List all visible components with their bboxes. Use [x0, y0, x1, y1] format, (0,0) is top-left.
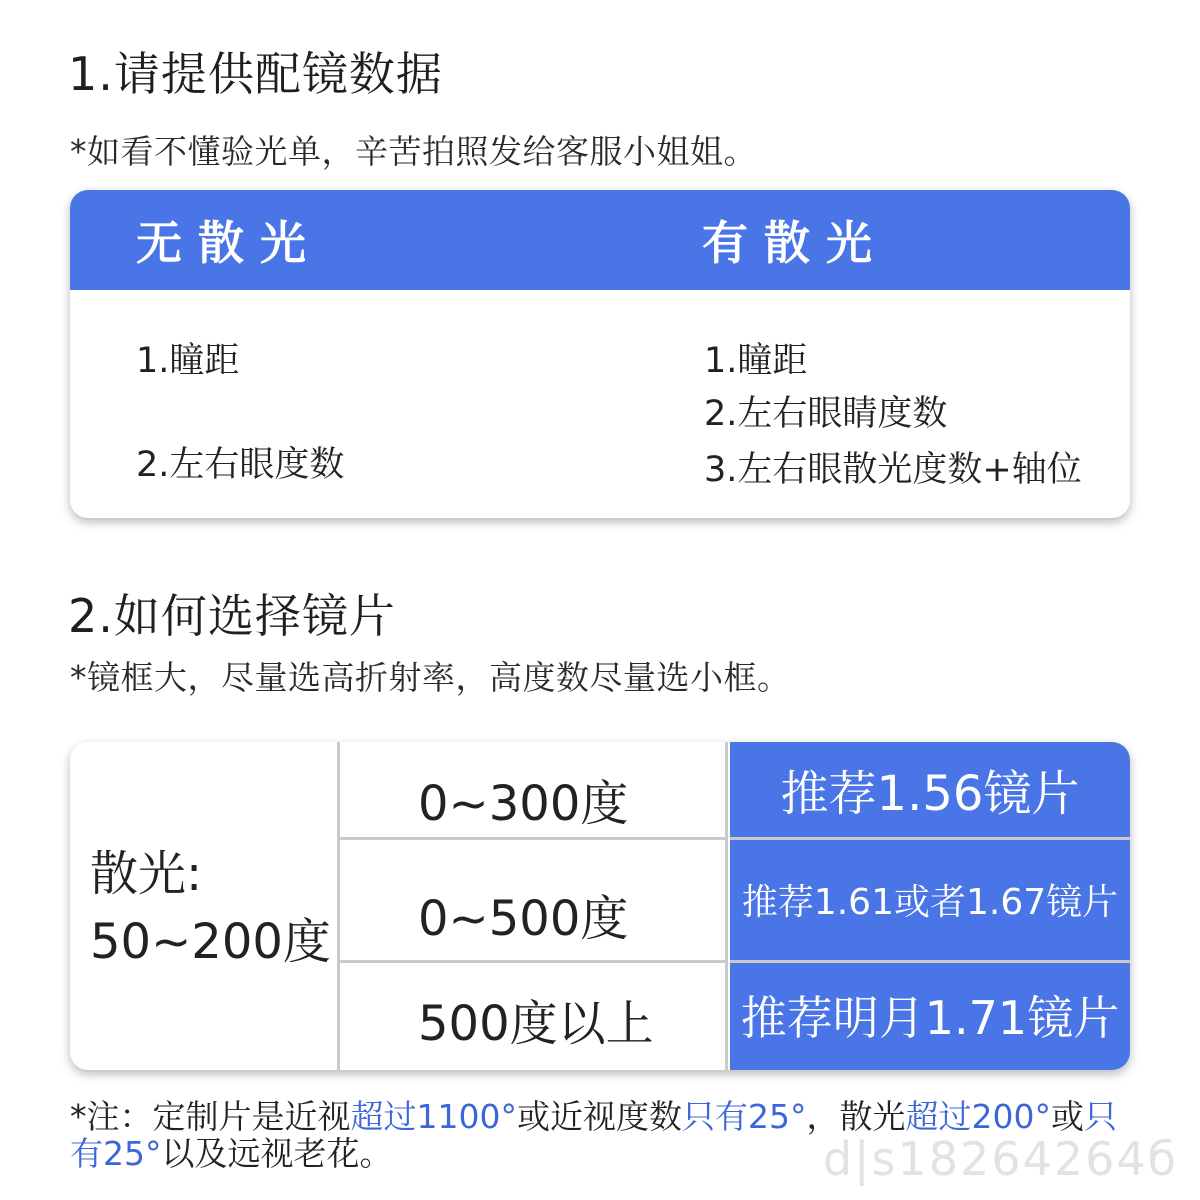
note-text: 以及远视老花。 [161, 1134, 393, 1173]
lens-selection-card [70, 742, 1130, 1070]
note-highlight: 只有25° [70, 1097, 1117, 1173]
note-text: *注：定制片是近视 [70, 1097, 351, 1136]
table-row [340, 742, 725, 840]
right-item-degree: 2.左右眼睛度数 [704, 394, 948, 434]
prescription-data-card [70, 190, 1130, 518]
watermark: d|s18264264б [822, 1132, 1178, 1186]
card-header [70, 190, 1130, 290]
degree-range-cell: 500度以上 [418, 996, 654, 1052]
degree-range-cell: 0~300度 [418, 776, 629, 832]
astigmatism-header: 有散光 [702, 216, 888, 270]
recommendation-cell: 推荐明月1.71镜片 [740, 991, 1120, 1045]
right-item-astigmatism-axis: 3.左右眼散光度数+轴位 [704, 450, 1082, 490]
recommendation-cell: 推荐1.56镜片 [730, 742, 1130, 840]
recommendation-column [730, 742, 1130, 1070]
section2-title: 2.如何选择镜片 [68, 589, 396, 643]
note-highlight: 只有25° [681, 1097, 807, 1136]
section2-subtitle: *镜框大，尽量选高折射率，高度数尽量选小框。 [70, 658, 791, 697]
left-item-pd: 1.瞳距 [136, 341, 240, 381]
right-item-pd: 1.瞳距 [704, 341, 808, 381]
astigmatism-range: 50~200度 [90, 914, 331, 970]
table-row [340, 840, 725, 963]
astigmatism-range-label [90, 840, 331, 976]
note-highlight: 超过200° [905, 1097, 1051, 1136]
astigmatism-range-cell [70, 742, 340, 1070]
note-text: 或 [1050, 1097, 1084, 1136]
table-row [340, 963, 725, 1070]
no-astigmatism-header: 无散光 [136, 216, 322, 270]
astigmatism-label: 散光: [90, 846, 203, 902]
recommendation-cell: 推荐1.61或者1.67镜片 [730, 840, 1130, 963]
section1-title: 1.请提供配镜数据 [68, 47, 443, 101]
degree-range-cell: 0~500度 [418, 891, 629, 947]
left-item-degree: 2.左右眼度数 [136, 445, 345, 485]
note-text: 或近视度数 [516, 1097, 682, 1136]
note-text: ，散光 [806, 1097, 906, 1136]
degree-range-column [340, 742, 728, 1070]
note-highlight: 超过1100° [350, 1097, 517, 1136]
section1-subtitle: *如看不懂验光单，辛苦拍照发给客服小姐姐。 [70, 132, 757, 171]
